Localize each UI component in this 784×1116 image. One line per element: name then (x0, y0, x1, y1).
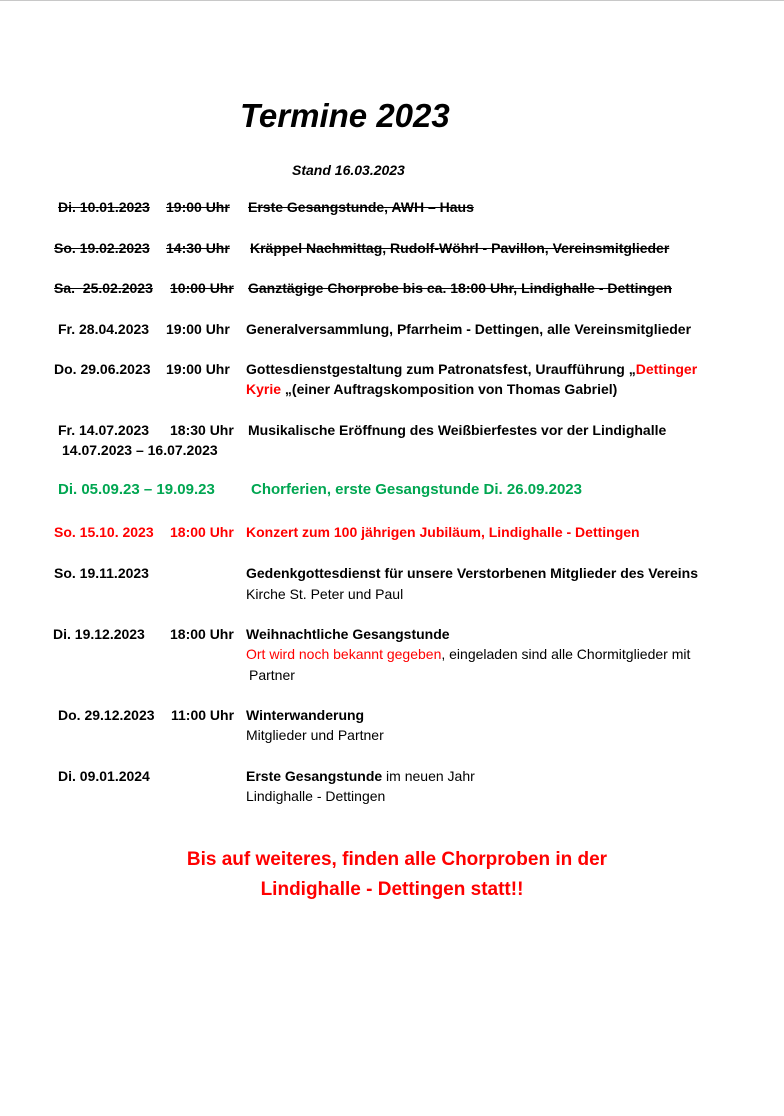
event-description (246, 359, 697, 379)
event-date: So. 19.02.2023 (54, 240, 150, 256)
event-date: Di. 05.09.23 – 19.09.23 (58, 481, 215, 498)
event-note (246, 644, 690, 664)
event-description (246, 766, 475, 786)
highlight-title: Kyrie (246, 381, 282, 397)
event-date: Fr. 28.04.2023 (58, 321, 150, 337)
event-description-text: im neuen Jahr (382, 768, 475, 784)
event-description: Chorferien, erste Gesangstunde Di. 26.09.2023 (251, 481, 582, 498)
event-description-bold: Erste Gesangstunde (246, 768, 383, 784)
event-time: 11:00 Uhr (171, 707, 235, 723)
event-description-text: Gottesdienstgestaltung zum Patronatsfest, Uraufführung „ (246, 361, 636, 377)
event-location: Lindighalle - Dettingen (246, 788, 386, 804)
status-date: Stand 16.03.2023 (292, 162, 405, 178)
footer-notice (0, 845, 784, 905)
footer-line-2: Lindighalle - Dettingen statt!! (260, 879, 524, 900)
event-date: Di. 10.01.2023 (58, 199, 150, 215)
event-description: Ganztägige Chorprobe bis ca. 18:00 Uhr, Lindighalle - Dettingen (248, 280, 672, 296)
page-top-border (0, 0, 784, 1)
event-date: Di. 09.01.2024 (58, 768, 150, 784)
event-time: 10:00 Uhr (170, 280, 234, 296)
footer-line-1: Bis auf weiteres, finden alle Chorproben in der (186, 849, 608, 870)
event-date: Do. 29.06.2023 (54, 361, 151, 377)
event-description: Weihnachtliche Gesangstunde (246, 626, 450, 642)
event-description: Konzert zum 100 jährigen Jubiläum, Lindighalle - Dettingen (246, 524, 640, 540)
event-participants: Mitglieder und Partner (246, 727, 384, 743)
event-date-range: 14.07.2023 – 16.07.2023 (62, 442, 218, 458)
event-description: Gedenkgottesdienst für unsere Verstorbenen Mitglieder des Vereins (246, 565, 699, 581)
event-description-continued (246, 379, 617, 399)
event-time: 19:00 Uhr (166, 199, 230, 215)
event-description: Winterwanderung (246, 707, 365, 723)
event-description: Kräppel Nachmittag, Rudolf-Wöhrl - Pavillon, Vereinsmitglieder (250, 240, 670, 256)
event-time: 19:00 Uhr (166, 361, 230, 377)
event-description: Erste Gesangstunde, AWH – Haus (248, 199, 474, 215)
event-time: 19:00 Uhr (166, 321, 230, 337)
event-date: So. 19.11.2023 (54, 565, 149, 581)
event-time: 18:30 Uhr (170, 422, 234, 438)
event-description: Generalversammlung, Pfarrheim - Dettingen, alle Vereinsmitglieder (246, 321, 692, 337)
event-description: Musikalische Eröffnung des Weißbierfestes vor der Lindighalle (248, 422, 667, 438)
event-time: 14:30 Uhr (166, 240, 230, 256)
event-date: So. 15.10. 2023 (54, 524, 154, 540)
event-time: 18:00 Uhr (170, 626, 234, 642)
event-description-text: „(einer Auftragskomposition von Thomas Gabriel) (281, 381, 618, 397)
event-date: Do. 29.12.2023 (58, 707, 155, 723)
page-title: Termine 2023 (240, 97, 450, 134)
event-note-continued: Partner (249, 667, 295, 683)
event-time: 18:00 Uhr (170, 524, 234, 540)
event-date: Di. 19.12.2023 (53, 626, 145, 642)
event-date: Sa. 25.02.2023 (54, 280, 153, 296)
event-note-text: , eingeladen sind alle Chormitglieder mit (441, 646, 691, 662)
location-pending-note: Ort wird noch bekannt gegeben (246, 646, 442, 662)
event-location: Kirche St. Peter und Paul (246, 586, 404, 602)
event-date: Fr. 14.07.2023 (58, 422, 150, 438)
highlight-title: Dettinger (635, 361, 698, 377)
